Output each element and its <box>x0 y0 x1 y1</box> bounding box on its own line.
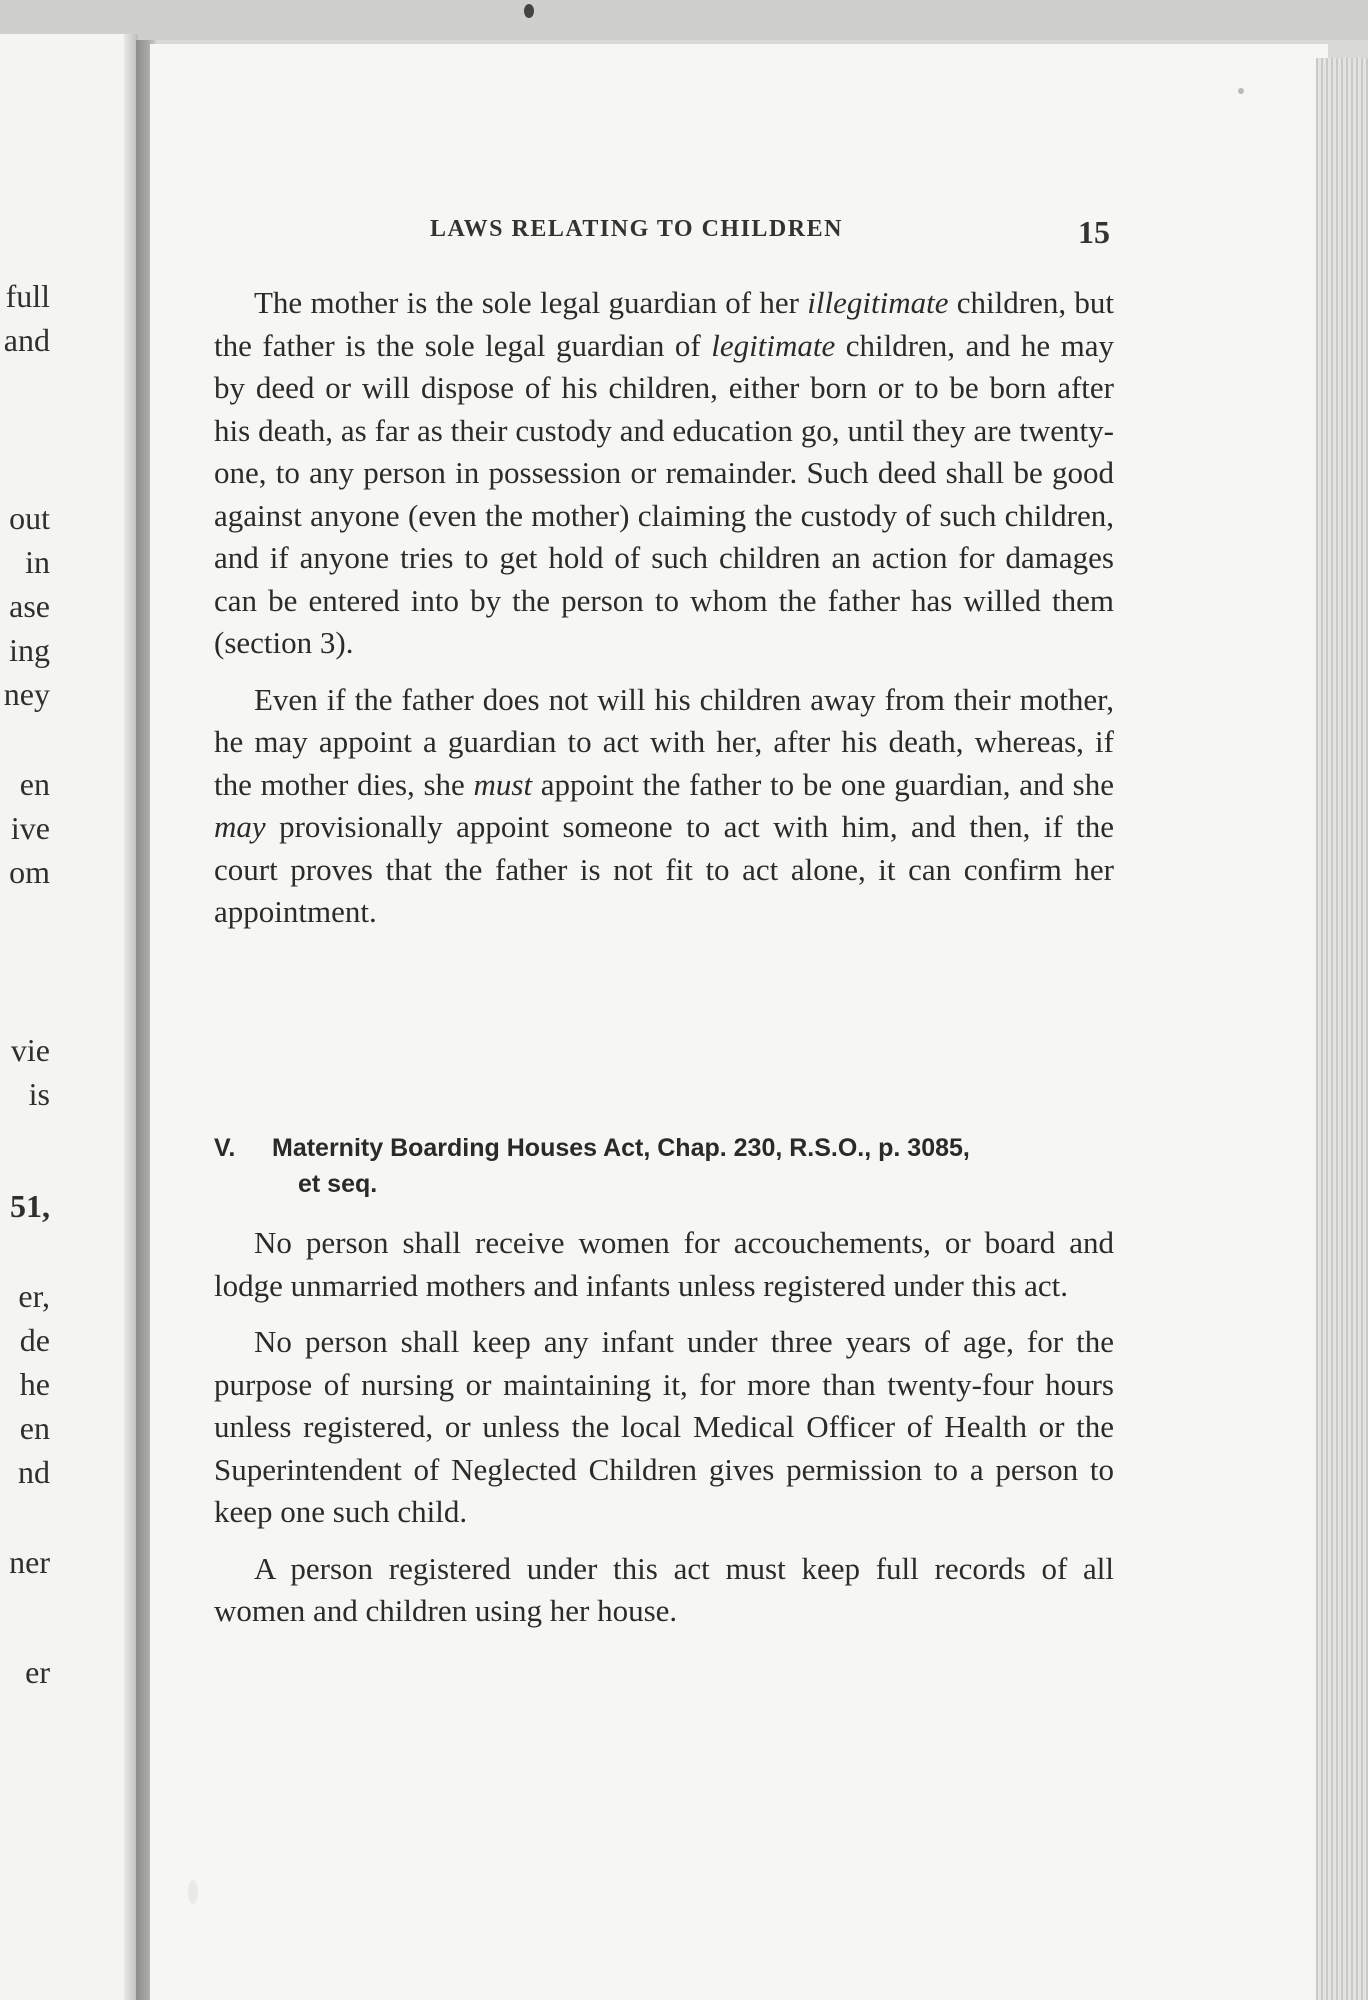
body-section-1 <box>214 282 1114 934</box>
paragraph <box>214 679 1114 934</box>
paragraph <box>214 282 1114 665</box>
left-fragment: vie <box>10 1032 50 1068</box>
section-number: V. <box>214 1134 236 1162</box>
paragraph: A person registered under this act must keep full records of all women and children using her house. <box>214 1550 1114 1628</box>
paragraph-italic: illegitimate <box>807 285 949 320</box>
paragraph-text: children, but the father is the sole legal guardian of <box>214 285 1114 363</box>
section-heading <box>214 1130 1124 1202</box>
running-header: LAWS RELATING TO CHILDREN <box>430 216 843 242</box>
left-fragment: full <box>5 278 50 314</box>
paragraph-text: children, and he may by deed or will dispose of his children, either born or to be born after his death, as far as their custody and education go, until they are twenty-one, to any person in possession or remainder. Such deed shall be good against anyone (even the mother) claiming the custody of such children, and if anyone tries to get hold of such children an action for damages can be entered into by the person to whom the father has willed them (section 3). <box>214 327 1114 660</box>
scanner-top-margin <box>0 0 1368 40</box>
left-fragment: out <box>9 500 50 536</box>
paragraph-italic: must <box>473 766 533 802</box>
page-number: 15 <box>1078 214 1110 250</box>
paragraph-text: appoint the father to be one guardian, and she <box>532 766 1114 802</box>
left-fragment: en <box>19 1410 50 1446</box>
left-fragment: ase <box>9 588 50 624</box>
left-fragment: he <box>19 1366 50 1402</box>
scan-speck <box>1238 88 1244 94</box>
paragraph: No person shall receive women for accouchements, or board and lodge unmarried mothers and infants unless registered under this act. <box>214 1225 1114 1303</box>
left-fragment: ner <box>9 1544 50 1580</box>
left-fragment: and <box>3 322 50 358</box>
paragraph-text: Even if the father does not will his children away from their mother, he may appoint a guardian to act with her, after his death, whereas, if the mother dies, she <box>214 681 1114 802</box>
left-fragment: de <box>19 1322 50 1358</box>
left-fragment: er, <box>18 1278 50 1314</box>
paragraph-text: provisionally appoint someone to act with him, and then, if the court proves that the father is not fit to act alone, it can confirm her appointment. <box>214 809 1114 929</box>
scan-mark <box>524 4 534 18</box>
scan-speck <box>188 1880 198 1904</box>
left-fragment: ing <box>9 632 50 668</box>
section-title-continued: et seq. <box>298 1170 378 1198</box>
left-fragment: er <box>25 1654 50 1690</box>
left-fragment: is <box>28 1076 50 1112</box>
left-fragment: nd <box>18 1454 50 1490</box>
left-fragment: om <box>9 854 50 890</box>
paragraph-text: The mother is the sole legal guardian of her <box>254 285 808 320</box>
body-section-2 <box>214 1222 1114 1633</box>
section-title: Maternity Boarding Houses Act, Chap. 230, R.S.O., p. 3085, <box>272 1134 970 1162</box>
left-fragment: ney <box>3 676 50 712</box>
left-fragment: in <box>25 544 50 580</box>
paragraph-italic: legitimate <box>711 327 836 363</box>
left-fragment: en <box>19 766 50 802</box>
left-fragment: 51, <box>10 1188 50 1224</box>
page-edges <box>1316 58 1368 2000</box>
paragraph: No person shall keep any infant under three years of age, for the purpose of nursing or maintaining it, for more than twenty-four hours unless registered, or unless the local Medical Officer of Health or the Superintendent of Neglected Children gives permission to a person to keep one such child. <box>214 1324 1114 1529</box>
left-fragment: ive <box>10 810 50 846</box>
paragraph-italic: may <box>214 809 266 844</box>
